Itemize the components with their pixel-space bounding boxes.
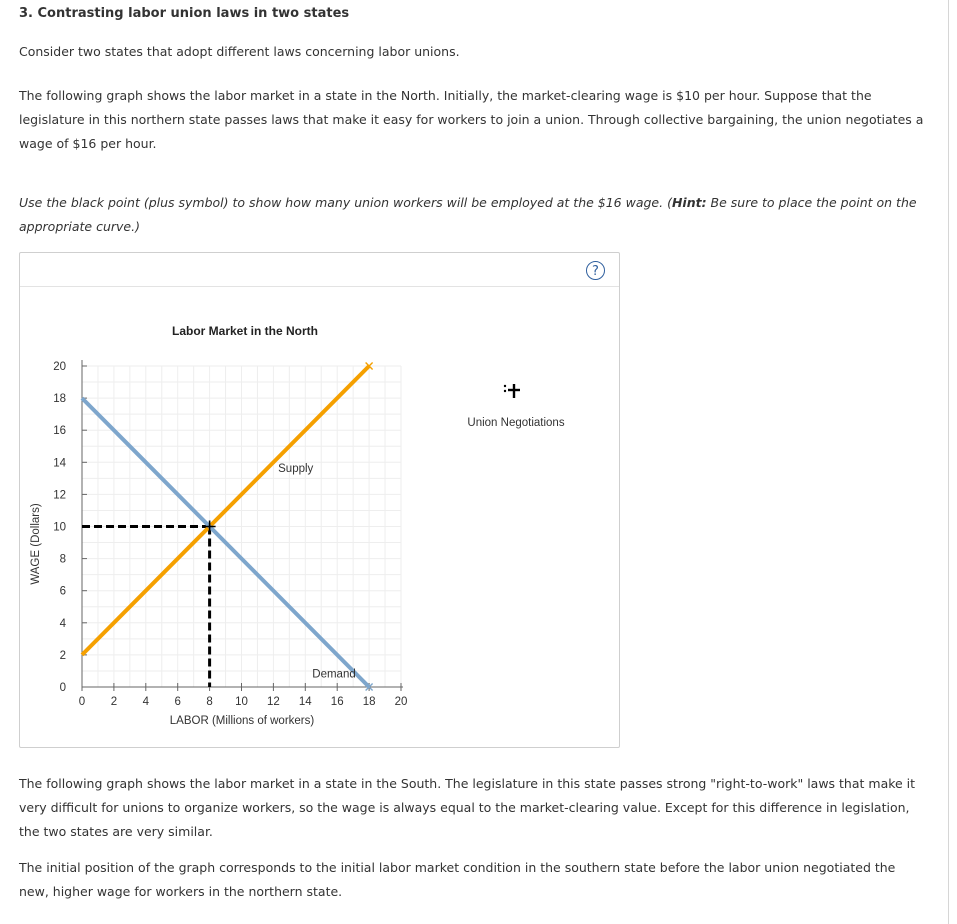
grid [82, 366, 401, 687]
y-axis-label: WAGE (Dollars) [30, 503, 42, 585]
x-axis-label: LABOR (Millions of workers) [169, 715, 315, 727]
instruction-paragraph [19, 191, 929, 239]
x-tick-label: 16 [330, 696, 344, 708]
x-tick-label: 18 [362, 696, 376, 708]
instruction-text-end: Be sure to place the point on the appropriate curve.) [19, 195, 917, 234]
y-tick-label: 0 [59, 682, 66, 694]
y-tick-label: 20 [53, 361, 66, 373]
axes [53, 360, 407, 708]
y-tick-label: 16 [53, 425, 66, 438]
x-tick-label: 2 [110, 696, 118, 708]
right-border [948, 0, 949, 924]
supply-label: Supply [278, 462, 314, 475]
union-negotiations-tool[interactable] [504, 384, 520, 398]
y-tick-label: 6 [59, 585, 66, 598]
chart-title: Labor Market in the North [171, 324, 319, 338]
y-tick-label: 2 [59, 649, 66, 662]
intro-paragraph: Consider two states that adopt different laws concerning labor unions. [19, 44, 460, 59]
x-tick-label: 8 [206, 696, 213, 708]
x-tick-label: 10 [235, 696, 248, 708]
y-tick-label: 18 [53, 393, 66, 406]
graph-panel [19, 252, 620, 748]
tool-dot-icon [504, 390, 506, 392]
x-tick-label: 20 [394, 696, 408, 708]
instruction-text-start: Use the black point (plus symbol) to show how many union workers will be employed at the $16 wage. ( [19, 195, 672, 210]
x-tick-label: 6 [174, 696, 181, 708]
hint-label: Hint: [671, 195, 707, 210]
help-button[interactable]: ? [586, 261, 605, 280]
y-tick-label: 12 [53, 489, 66, 502]
tool-label: Union Negotiations [467, 417, 565, 429]
x-tick-label: 12 [267, 696, 280, 708]
demand-label: Demand [312, 668, 356, 681]
y-tick-label: 10 [53, 521, 66, 534]
y-tick-label: 8 [59, 553, 66, 566]
x-tick-label: 14 [298, 696, 312, 708]
question-title: 3. Contrasting labor union laws in two states [19, 6, 350, 21]
chart-svg [20, 253, 619, 747]
y-tick-label: 4 [59, 617, 66, 630]
tool-dot-icon [504, 385, 506, 387]
x-tick-label: 0 [78, 696, 86, 708]
north-paragraph: The following graph shows the labor market in a state in the North. Initially, the market-clearing wage is $10 per hour. Suppose that the legislature in this northern state passes laws that make it easy for workers to join a union. Through collective bargaining, the union negotiates a wage of $16 per hour. [19, 88, 924, 151]
south-paragraph: The following graph shows the labor market in a state in the South. The legislature in this state passes strong "right-to-work" laws that make it very difficult for unions to organize workers, so the wage is always equal to the market-clearing value. Except for this difference in legislation, the two states are very similar. [19, 776, 916, 839]
x-tick-label: 4 [142, 696, 150, 708]
y-tick-label: 14 [53, 457, 66, 470]
initial-paragraph: The initial position of the graph corresponds to the initial labor market condition in the southern state before the labor union negotiated the new, higher wage for workers in the northern state. [19, 860, 896, 899]
